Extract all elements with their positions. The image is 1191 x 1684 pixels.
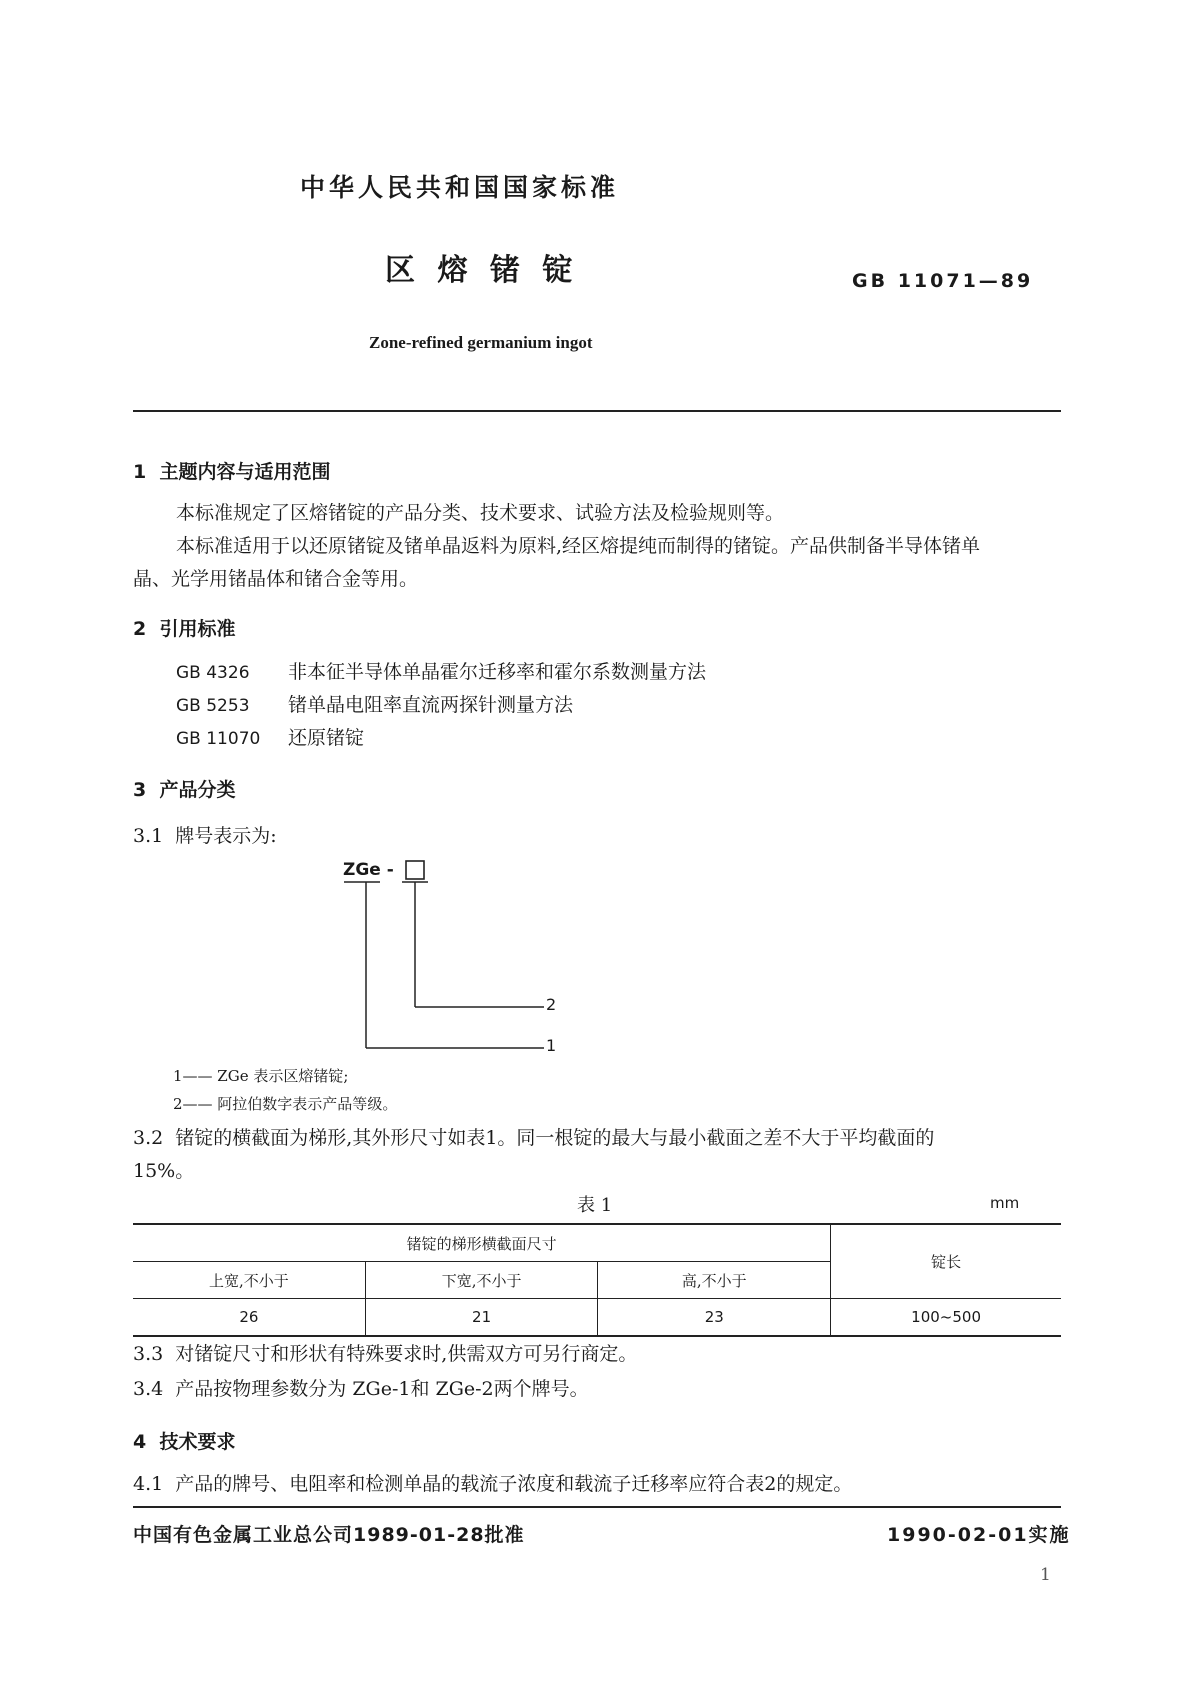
designation-prefix: ZGe - <box>343 860 394 880</box>
reference-code: GB 11070 <box>176 729 261 749</box>
clause-3-2-line-1: 3.2 锗锭的横截面为梯形,其外形尺寸如表1。同一根锭的最大与最小截面之差不大于平均截面的 <box>133 1127 935 1149</box>
top-width-value: 26 <box>133 1299 365 1336</box>
section-4-heading: 4 技术要求 <box>133 1431 236 1453</box>
section-2-heading: 2 引用标准 <box>133 618 236 640</box>
table-1-unit: mm <box>990 1194 1020 1212</box>
table-header-row <box>133 1225 1061 1262</box>
english-title: Zone-refined germanium ingot <box>369 333 593 352</box>
diagram-note-2: 2—— 阿拉伯数字表示产品等级。 <box>173 1095 398 1113</box>
section-3-heading: 3 产品分类 <box>133 779 236 801</box>
top-width-header: 上宽,不小于 <box>133 1262 365 1299</box>
table-1 <box>133 1225 1061 1335</box>
reference-code: GB 5253 <box>176 696 250 716</box>
standard-number: GB 11071—89 <box>852 270 1034 292</box>
clause-4-1: 4.1 产品的牌号、电阻率和检测单晶的载流子浓度和载流子迁移率应符合表2的规定。 <box>133 1473 853 1495</box>
diagram-note-1: 1—— ZGe 表示区熔锗锭; <box>173 1067 349 1085</box>
document-title: 区 熔 锗 锭 <box>385 253 579 288</box>
section-1-para-2-line-1: 本标准适用于以还原锗锭及锗单晶返料为原料,经区熔提纯而制得的锗锭。产品供制备半导体锗单 <box>176 535 981 557</box>
reference-item <box>176 722 364 756</box>
clause-3-3: 3.3 对锗锭尺寸和形状有特殊要求时,供需双方可另行商定。 <box>133 1343 638 1365</box>
length-header-cell: 锭长 <box>831 1225 1061 1299</box>
diagram-label-1: 1 <box>546 1036 557 1055</box>
footer-divider <box>133 1506 1061 1508</box>
section-1-para-1: 本标准规定了区熔锗锭的产品分类、技术要求、试验方法及检验规则等。 <box>176 502 785 524</box>
bottom-width-header: 下宽,不小于 <box>365 1262 598 1299</box>
clause-3-4: 3.4 产品按物理参数分为 ZGe-1和 ZGe-2两个牌号。 <box>133 1378 589 1400</box>
reference-title: 还原锗锭 <box>288 727 365 749</box>
height-value: 23 <box>598 1299 831 1336</box>
approval-statement: 中国有色金属工业总公司1989-01-28批准 <box>133 1524 525 1546</box>
length-value: 100~500 <box>831 1299 1061 1336</box>
effective-date: 1990-02-01实施 <box>887 1524 1071 1546</box>
clause-3-1: 3.1 牌号表示为: <box>133 825 277 847</box>
reference-title: 非本征半导体单晶霍尔迁移率和霍尔系数测量方法 <box>288 661 707 683</box>
section-1-heading: 1 主题内容与适用范围 <box>133 461 331 483</box>
group-header-cell: 锗锭的梯形横截面尺寸 <box>133 1225 831 1262</box>
reference-item <box>176 656 706 690</box>
national-standard-title: 中华人民共和国国家标准 <box>300 173 620 202</box>
clause-3-2-line-2: 15%。 <box>133 1160 195 1182</box>
table-1-frame <box>133 1223 1061 1337</box>
reference-code: GB 4326 <box>176 663 250 683</box>
table-1-caption: 表 1 <box>577 1195 613 1216</box>
grade-placeholder-box <box>406 861 424 879</box>
header-divider <box>133 410 1061 412</box>
reference-item <box>176 689 573 723</box>
page-number: 1 <box>1040 1565 1051 1585</box>
table-row <box>133 1299 1061 1336</box>
designation-diagram <box>330 858 570 1058</box>
section-1-para-2-line-2: 晶、光学用锗晶体和锗合金等用。 <box>133 568 419 590</box>
bottom-width-value: 21 <box>365 1299 598 1336</box>
diagram-label-2: 2 <box>546 995 557 1014</box>
height-header: 高,不小于 <box>598 1262 831 1299</box>
reference-title: 锗单晶电阻率直流两探针测量方法 <box>288 694 574 716</box>
